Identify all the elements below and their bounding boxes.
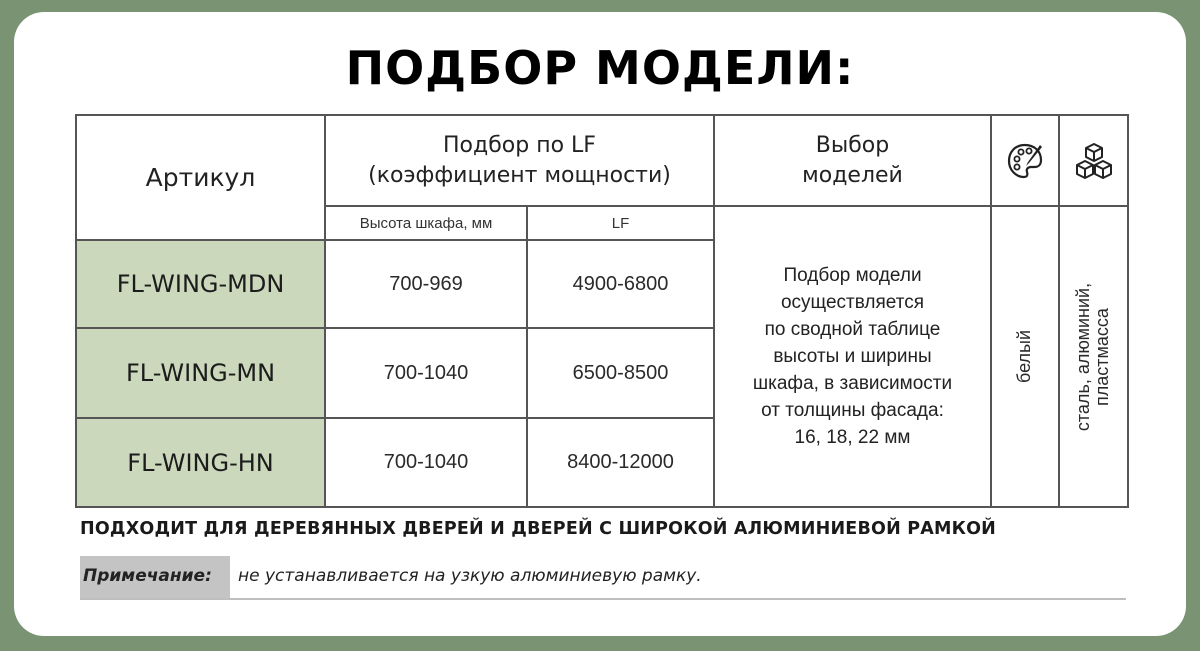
subheader-cabinet-height: Высота шкафа, мм [325, 206, 527, 240]
article-cell: FL-WING-MDN [76, 240, 325, 328]
header-color [991, 115, 1059, 206]
header-choice-line1: Выбор [815, 132, 890, 158]
selection-note-line: высоты и ширины [773, 346, 932, 367]
subheader-lf: LF [527, 206, 714, 240]
material-cell [1059, 206, 1128, 507]
page-title: ПОДБОР МОДЕЛИ: [345, 41, 855, 95]
lf-cell: 4900-6800 [527, 240, 714, 328]
color-value: белый [1014, 329, 1035, 384]
note-text: не устанавливается на узкую алюминиевую рамку. [238, 566, 702, 586]
height-cell: 700-969 [325, 240, 527, 328]
height-cell: 700-1040 [325, 328, 527, 418]
selection-note-line: по сводной таблице [764, 319, 941, 340]
selection-note-line: Подбор модели [783, 265, 922, 286]
header-choice-line2: моделей [802, 162, 903, 188]
model-selection-table [75, 114, 1129, 508]
article-cell: FL-WING-MN [76, 328, 325, 418]
header-lf-selection [325, 115, 714, 206]
note-label: Примечание: [80, 556, 230, 598]
palette-icon [992, 141, 1058, 181]
material-line2: пластмасса [1092, 307, 1113, 406]
selection-note-line: 16, 18, 22 мм [794, 427, 911, 448]
selection-note-line: шкафа, в зависимости [752, 373, 953, 394]
color-cell [991, 206, 1059, 507]
lf-cell: 6500-8500 [527, 328, 714, 418]
selection-note-line: осуществляется [780, 292, 924, 313]
header-lf-line2: (коэффициент мощности) [368, 162, 671, 188]
selection-note-line: от толщины фасада: [761, 400, 944, 421]
suitability-statement: ПОДХОДИТ ДЛЯ ДЕРЕВЯННЫХ ДВЕРЕЙ И ДВЕРЕЙ С ШИРОКОЙ АЛЮМИНИЕВОЙ РАМКОЙ [80, 519, 997, 539]
height-cell: 700-1040 [325, 418, 527, 507]
selection-note [714, 206, 991, 507]
lf-cell: 8400-12000 [527, 418, 714, 507]
article-cell: FL-WING-HN [76, 418, 325, 507]
header-model-choice [714, 115, 991, 206]
header-lf-line1: Подбор по LF [443, 132, 596, 158]
header-material [1059, 115, 1128, 206]
material-value [1075, 282, 1113, 430]
header-article: Артикул [76, 115, 325, 240]
cubes-icon [1060, 141, 1127, 181]
material-line1: сталь, алюминий, [1073, 282, 1094, 431]
note-row [80, 556, 1126, 600]
